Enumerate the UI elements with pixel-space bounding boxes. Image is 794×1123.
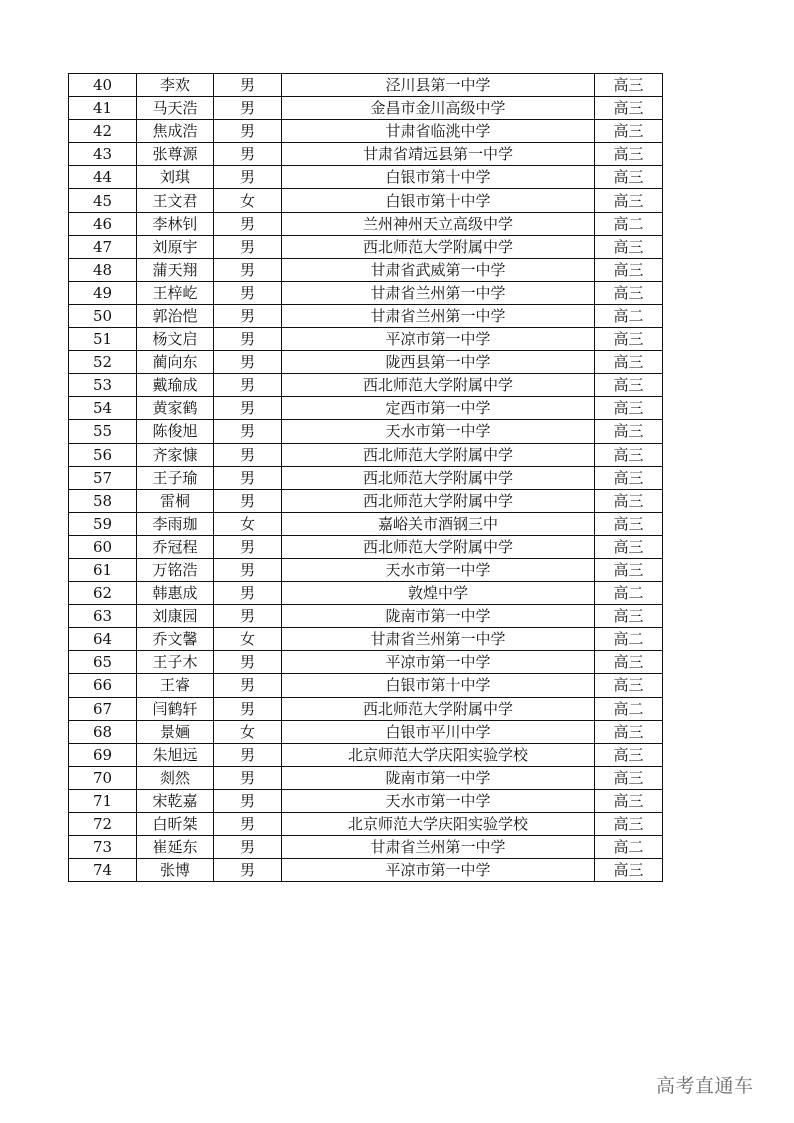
cell-name: 陈俊旭 bbox=[137, 420, 214, 443]
cell-gender: 男 bbox=[214, 651, 282, 674]
cell-gender: 男 bbox=[214, 443, 282, 466]
cell-grade: 高三 bbox=[595, 328, 663, 351]
table-row bbox=[69, 582, 663, 605]
table-row bbox=[69, 304, 663, 327]
cell-number: 47 bbox=[69, 235, 137, 258]
cell-number: 66 bbox=[69, 674, 137, 697]
cell-number: 73 bbox=[69, 836, 137, 859]
cell-name: 李林钊 bbox=[137, 212, 214, 235]
cell-grade: 高三 bbox=[595, 466, 663, 489]
cell-number: 71 bbox=[69, 789, 137, 812]
table-row bbox=[69, 766, 663, 789]
cell-school: 白银市第十中学 bbox=[282, 166, 595, 189]
cell-gender: 男 bbox=[214, 789, 282, 812]
table-row bbox=[69, 720, 663, 743]
cell-name: 焦成浩 bbox=[137, 120, 214, 143]
table-row bbox=[69, 558, 663, 581]
cell-grade: 高二 bbox=[595, 212, 663, 235]
cell-school: 甘肃省靖远县第一中学 bbox=[282, 143, 595, 166]
cell-school: 白银市第十中学 bbox=[282, 189, 595, 212]
cell-gender: 男 bbox=[214, 535, 282, 558]
cell-number: 68 bbox=[69, 720, 137, 743]
table-row bbox=[69, 628, 663, 651]
cell-gender: 女 bbox=[214, 628, 282, 651]
cell-number: 67 bbox=[69, 697, 137, 720]
cell-number: 72 bbox=[69, 813, 137, 836]
cell-name: 刘康园 bbox=[137, 605, 214, 628]
cell-grade: 高三 bbox=[595, 512, 663, 535]
cell-name: 宋乾嘉 bbox=[137, 789, 214, 812]
cell-name: 黄家鹤 bbox=[137, 397, 214, 420]
cell-number: 74 bbox=[69, 859, 137, 882]
cell-gender: 男 bbox=[214, 97, 282, 120]
cell-name: 王睿 bbox=[137, 674, 214, 697]
table-row bbox=[69, 789, 663, 812]
cell-grade: 高三 bbox=[595, 281, 663, 304]
cell-name: 刘琪 bbox=[137, 166, 214, 189]
cell-number: 54 bbox=[69, 397, 137, 420]
table-row bbox=[69, 351, 663, 374]
cell-name: 景婳 bbox=[137, 720, 214, 743]
table-row bbox=[69, 651, 663, 674]
cell-gender: 男 bbox=[214, 351, 282, 374]
cell-number: 63 bbox=[69, 605, 137, 628]
table-row bbox=[69, 258, 663, 281]
cell-gender: 男 bbox=[214, 605, 282, 628]
cell-name: 郭治恺 bbox=[137, 304, 214, 327]
cell-name: 崔延东 bbox=[137, 836, 214, 859]
cell-grade: 高三 bbox=[595, 143, 663, 166]
cell-grade: 高三 bbox=[595, 397, 663, 420]
table-row bbox=[69, 605, 663, 628]
table-row bbox=[69, 212, 663, 235]
cell-number: 41 bbox=[69, 97, 137, 120]
cell-gender: 男 bbox=[214, 697, 282, 720]
cell-gender: 男 bbox=[214, 859, 282, 882]
cell-grade: 高三 bbox=[595, 674, 663, 697]
table-row bbox=[69, 397, 663, 420]
cell-gender: 男 bbox=[214, 304, 282, 327]
table-row bbox=[69, 235, 663, 258]
cell-grade: 高三 bbox=[595, 859, 663, 882]
cell-name: 乔文馨 bbox=[137, 628, 214, 651]
cell-number: 57 bbox=[69, 466, 137, 489]
cell-name: 齐家慷 bbox=[137, 443, 214, 466]
cell-number: 49 bbox=[69, 281, 137, 304]
cell-number: 59 bbox=[69, 512, 137, 535]
cell-grade: 高二 bbox=[595, 304, 663, 327]
cell-gender: 男 bbox=[214, 466, 282, 489]
cell-school: 北京师范大学庆阳实验学校 bbox=[282, 743, 595, 766]
table-row bbox=[69, 813, 663, 836]
table-row bbox=[69, 859, 663, 882]
cell-school: 北京师范大学庆阳实验学校 bbox=[282, 813, 595, 836]
cell-gender: 男 bbox=[214, 743, 282, 766]
cell-gender: 女 bbox=[214, 189, 282, 212]
cell-name: 乔冠程 bbox=[137, 535, 214, 558]
cell-school: 西北师范大学附属中学 bbox=[282, 443, 595, 466]
cell-grade: 高三 bbox=[595, 720, 663, 743]
cell-number: 58 bbox=[69, 489, 137, 512]
table-row bbox=[69, 281, 663, 304]
cell-name: 张尊源 bbox=[137, 143, 214, 166]
cell-gender: 男 bbox=[214, 674, 282, 697]
cell-number: 64 bbox=[69, 628, 137, 651]
cell-school: 天水市第一中学 bbox=[282, 558, 595, 581]
cell-name: 张博 bbox=[137, 859, 214, 882]
table-row bbox=[69, 466, 663, 489]
table-row bbox=[69, 674, 663, 697]
cell-name: 杨文启 bbox=[137, 328, 214, 351]
cell-grade: 高三 bbox=[595, 351, 663, 374]
cell-school: 甘肃省兰州第一中学 bbox=[282, 304, 595, 327]
cell-school: 天水市第一中学 bbox=[282, 789, 595, 812]
cell-name: 蒲天翔 bbox=[137, 258, 214, 281]
cell-school: 甘肃省临洮中学 bbox=[282, 120, 595, 143]
cell-gender: 男 bbox=[214, 558, 282, 581]
cell-school: 西北师范大学附属中学 bbox=[282, 374, 595, 397]
cell-gender: 男 bbox=[214, 328, 282, 351]
cell-gender: 男 bbox=[214, 74, 282, 97]
table-row bbox=[69, 374, 663, 397]
cell-grade: 高二 bbox=[595, 582, 663, 605]
table-row bbox=[69, 97, 663, 120]
table-row bbox=[69, 74, 663, 97]
table-row bbox=[69, 512, 663, 535]
cell-school: 平凉市第一中学 bbox=[282, 328, 595, 351]
cell-name: 朱旭远 bbox=[137, 743, 214, 766]
roster-body bbox=[69, 74, 663, 882]
cell-number: 50 bbox=[69, 304, 137, 327]
cell-school: 甘肃省兰州第一中学 bbox=[282, 281, 595, 304]
table-row bbox=[69, 420, 663, 443]
student-roster-table bbox=[68, 73, 663, 882]
cell-school: 嘉峪关市酒钢三中 bbox=[282, 512, 595, 535]
cell-number: 44 bbox=[69, 166, 137, 189]
cell-school: 陇西县第一中学 bbox=[282, 351, 595, 374]
cell-school: 甘肃省武威第一中学 bbox=[282, 258, 595, 281]
cell-number: 46 bbox=[69, 212, 137, 235]
cell-gender: 男 bbox=[214, 212, 282, 235]
cell-grade: 高三 bbox=[595, 558, 663, 581]
cell-grade: 高二 bbox=[595, 697, 663, 720]
cell-grade: 高三 bbox=[595, 813, 663, 836]
cell-grade: 高三 bbox=[595, 235, 663, 258]
cell-number: 65 bbox=[69, 651, 137, 674]
cell-school: 甘肃省兰州第一中学 bbox=[282, 836, 595, 859]
cell-grade: 高二 bbox=[595, 628, 663, 651]
table-row bbox=[69, 328, 663, 351]
table-row bbox=[69, 120, 663, 143]
cell-number: 53 bbox=[69, 374, 137, 397]
cell-grade: 高三 bbox=[595, 97, 663, 120]
cell-number: 70 bbox=[69, 766, 137, 789]
cell-gender: 男 bbox=[214, 258, 282, 281]
cell-grade: 高三 bbox=[595, 789, 663, 812]
cell-gender: 男 bbox=[214, 235, 282, 258]
watermark-text: 高考直通车 bbox=[656, 1075, 754, 1097]
cell-name: 戴瑜成 bbox=[137, 374, 214, 397]
cell-number: 60 bbox=[69, 535, 137, 558]
cell-number: 42 bbox=[69, 120, 137, 143]
cell-grade: 高三 bbox=[595, 766, 663, 789]
cell-grade: 高三 bbox=[595, 535, 663, 558]
cell-school: 天水市第一中学 bbox=[282, 420, 595, 443]
cell-name: 雷桐 bbox=[137, 489, 214, 512]
cell-school: 定西市第一中学 bbox=[282, 397, 595, 420]
cell-gender: 男 bbox=[214, 397, 282, 420]
cell-number: 61 bbox=[69, 558, 137, 581]
cell-number: 62 bbox=[69, 582, 137, 605]
cell-school: 甘肃省兰州第一中学 bbox=[282, 628, 595, 651]
table-row bbox=[69, 443, 663, 466]
cell-number: 48 bbox=[69, 258, 137, 281]
cell-school: 陇南市第一中学 bbox=[282, 605, 595, 628]
cell-school: 西北师范大学附属中学 bbox=[282, 535, 595, 558]
cell-school: 西北师范大学附属中学 bbox=[282, 697, 595, 720]
cell-grade: 高三 bbox=[595, 443, 663, 466]
cell-grade: 高三 bbox=[595, 420, 663, 443]
table-row bbox=[69, 535, 663, 558]
cell-gender: 女 bbox=[214, 512, 282, 535]
cell-school: 陇南市第一中学 bbox=[282, 766, 595, 789]
cell-gender: 男 bbox=[214, 582, 282, 605]
cell-grade: 高三 bbox=[595, 605, 663, 628]
cell-grade: 高二 bbox=[595, 836, 663, 859]
cell-gender: 男 bbox=[214, 281, 282, 304]
cell-grade: 高三 bbox=[595, 74, 663, 97]
cell-gender: 男 bbox=[214, 143, 282, 166]
cell-name: 王子木 bbox=[137, 651, 214, 674]
cell-name: 李雨珈 bbox=[137, 512, 214, 535]
cell-number: 52 bbox=[69, 351, 137, 374]
cell-grade: 高三 bbox=[595, 120, 663, 143]
cell-number: 56 bbox=[69, 443, 137, 466]
cell-name: 剡然 bbox=[137, 766, 214, 789]
cell-name: 韩惠成 bbox=[137, 582, 214, 605]
cell-grade: 高三 bbox=[595, 166, 663, 189]
cell-gender: 男 bbox=[214, 120, 282, 143]
table-row bbox=[69, 836, 663, 859]
table-row bbox=[69, 143, 663, 166]
cell-name: 万铭浩 bbox=[137, 558, 214, 581]
cell-grade: 高三 bbox=[595, 258, 663, 281]
table-row bbox=[69, 697, 663, 720]
cell-gender: 男 bbox=[214, 420, 282, 443]
cell-school: 平凉市第一中学 bbox=[282, 859, 595, 882]
cell-school: 白银市平川中学 bbox=[282, 720, 595, 743]
cell-gender: 男 bbox=[214, 766, 282, 789]
cell-school: 西北师范大学附属中学 bbox=[282, 466, 595, 489]
table-row bbox=[69, 489, 663, 512]
cell-name: 白昕桀 bbox=[137, 813, 214, 836]
cell-school: 金昌市金川高级中学 bbox=[282, 97, 595, 120]
cell-number: 45 bbox=[69, 189, 137, 212]
cell-school: 白银市第十中学 bbox=[282, 674, 595, 697]
cell-number: 40 bbox=[69, 74, 137, 97]
table-row bbox=[69, 166, 663, 189]
cell-number: 69 bbox=[69, 743, 137, 766]
cell-name: 闫鹤轩 bbox=[137, 697, 214, 720]
cell-gender: 男 bbox=[214, 836, 282, 859]
cell-school: 敦煌中学 bbox=[282, 582, 595, 605]
cell-gender: 男 bbox=[214, 166, 282, 189]
cell-name: 马天浩 bbox=[137, 97, 214, 120]
cell-name: 蔺向东 bbox=[137, 351, 214, 374]
cell-gender: 男 bbox=[214, 813, 282, 836]
table-row bbox=[69, 743, 663, 766]
cell-school: 平凉市第一中学 bbox=[282, 651, 595, 674]
cell-name: 李欢 bbox=[137, 74, 214, 97]
cell-name: 王梓屹 bbox=[137, 281, 214, 304]
table-row bbox=[69, 189, 663, 212]
cell-grade: 高三 bbox=[595, 489, 663, 512]
cell-gender: 男 bbox=[214, 489, 282, 512]
cell-school: 西北师范大学附属中学 bbox=[282, 235, 595, 258]
cell-grade: 高三 bbox=[595, 651, 663, 674]
cell-number: 51 bbox=[69, 328, 137, 351]
cell-gender: 女 bbox=[214, 720, 282, 743]
cell-school: 兰州神州天立高级中学 bbox=[282, 212, 595, 235]
cell-name: 王子瑜 bbox=[137, 466, 214, 489]
cell-name: 王文君 bbox=[137, 189, 214, 212]
cell-school: 泾川县第一中学 bbox=[282, 74, 595, 97]
cell-grade: 高三 bbox=[595, 743, 663, 766]
cell-name: 刘原宇 bbox=[137, 235, 214, 258]
cell-number: 55 bbox=[69, 420, 137, 443]
cell-number: 43 bbox=[69, 143, 137, 166]
cell-grade: 高三 bbox=[595, 374, 663, 397]
cell-school: 西北师范大学附属中学 bbox=[282, 489, 595, 512]
cell-gender: 男 bbox=[214, 374, 282, 397]
cell-grade: 高三 bbox=[595, 189, 663, 212]
